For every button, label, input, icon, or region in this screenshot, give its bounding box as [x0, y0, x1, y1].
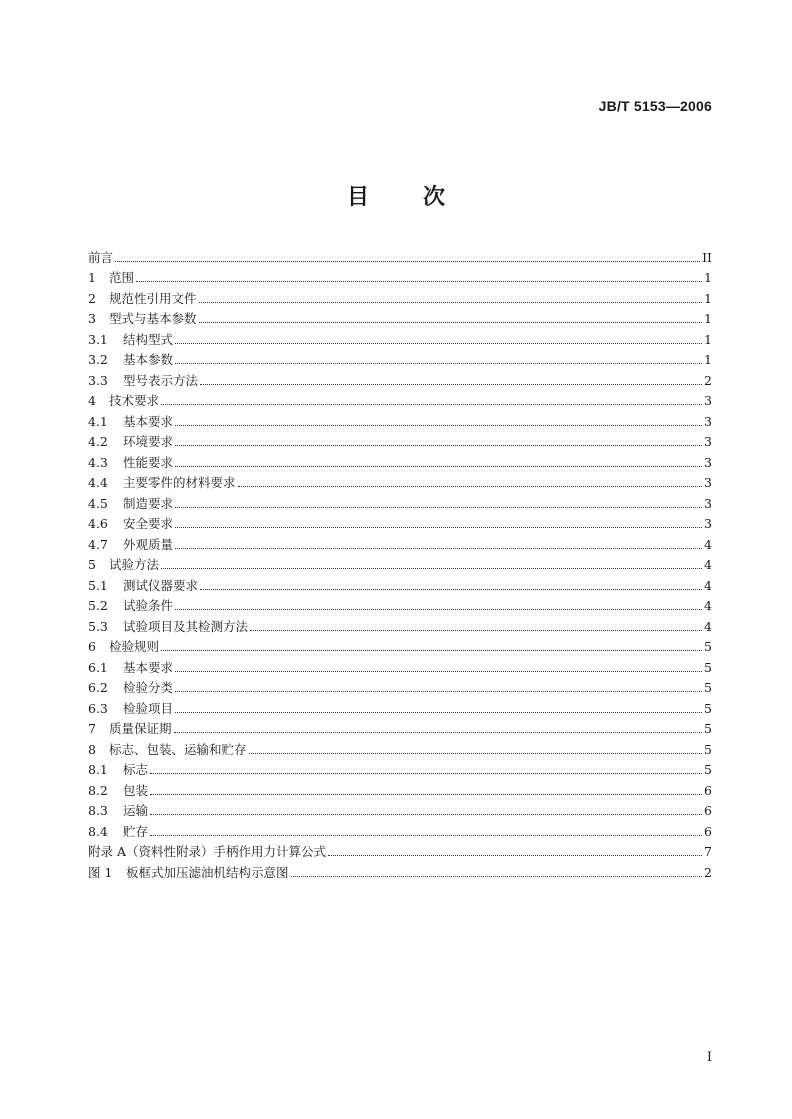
dot-leader	[161, 404, 702, 405]
toc-entry[interactable]	[88, 778, 712, 799]
toc-entry-page: 1	[704, 352, 712, 367]
toc-entry-page: 4	[704, 557, 712, 572]
toc-entry-label: 型号表示方法	[123, 372, 199, 388]
toc-entry-page: II	[702, 249, 712, 265]
dot-leader	[175, 445, 702, 446]
toc-entry[interactable]	[88, 532, 712, 553]
toc-entry-page: 4	[704, 536, 712, 552]
dot-leader	[328, 855, 702, 856]
toc-entry-number: 8.4	[88, 823, 108, 839]
toc-entry-label: 附录 A（资料性附录）手柄作用力计算公式	[88, 844, 327, 859]
toc-entry[interactable]	[88, 368, 712, 389]
toc-entry-label: 环境要求	[123, 434, 174, 449]
toc-entry-page: 5	[704, 741, 712, 757]
toc-entry-label: 质量保证期	[109, 721, 172, 736]
toc-entry[interactable]	[88, 245, 712, 266]
toc-entry-number: 3	[88, 311, 96, 326]
toc-entry-number: 3.2	[88, 352, 108, 367]
toc-entry[interactable]	[88, 860, 712, 881]
toc-entry-label: 贮存	[123, 823, 149, 839]
toc-entry-label: 主要零件的材料要求	[123, 475, 236, 490]
toc-entry-number: 4	[88, 393, 96, 408]
toc-entry-number: 8	[88, 741, 96, 757]
toc-entry-number: 6	[88, 639, 96, 654]
toc-entry-page: 5	[704, 659, 712, 675]
dot-leader	[175, 363, 702, 364]
toc-entry-label: 包装	[123, 782, 149, 798]
toc-entry-number: 2	[88, 290, 96, 306]
table-of-contents	[88, 245, 712, 881]
toc-entry-label: 试验方法	[109, 557, 160, 572]
toc-entry-label: 试验项目及其检测方法	[123, 618, 249, 634]
toc-entry-page: 5	[704, 639, 712, 654]
dot-leader	[175, 507, 702, 508]
toc-entry-number: 6.1	[88, 659, 108, 675]
toc-entry-number: 3.1	[88, 331, 108, 347]
toc-entry[interactable]	[88, 450, 712, 471]
dot-leader	[175, 548, 702, 549]
toc-entry[interactable]	[88, 389, 712, 410]
dot-leader	[175, 425, 702, 426]
toc-entry-page: 6	[704, 823, 712, 839]
toc-entry-number: 4.4	[88, 475, 108, 490]
toc-entry[interactable]	[88, 758, 712, 779]
dot-leader	[136, 281, 702, 282]
toc-entry-number: 4.7	[88, 536, 108, 552]
toc-entry[interactable]	[88, 573, 712, 594]
dot-leader	[161, 650, 702, 651]
toc-entry-label: 外观质量	[123, 536, 174, 552]
dot-leader	[199, 322, 702, 323]
toc-entry-label: 标志、包装、运输和贮存	[109, 741, 247, 757]
toc-entry[interactable]	[88, 840, 712, 861]
toc-entry-label: 检验规则	[109, 639, 160, 654]
toc-entry-number: 7	[88, 721, 96, 736]
toc-entry-page: 4	[704, 618, 712, 634]
toc-entry[interactable]	[88, 286, 712, 307]
dot-leader	[175, 527, 702, 528]
toc-entry-page: 4	[704, 598, 712, 613]
dot-leader	[161, 568, 702, 569]
toc-entry-page: 5	[704, 721, 712, 736]
toc-entry-number: 8.2	[88, 782, 108, 798]
toc-entry[interactable]	[88, 614, 712, 635]
dot-leader	[200, 589, 702, 590]
toc-entry-page: 7	[704, 844, 712, 859]
toc-entry-label: 性能要求	[123, 454, 174, 470]
dot-leader	[249, 753, 702, 754]
toc-entry[interactable]	[88, 717, 712, 738]
toc-entry-number: 6.3	[88, 700, 108, 716]
dot-leader	[150, 835, 702, 836]
toc-entry-label: 试验条件	[123, 598, 174, 613]
toc-entry-label: 型式与基本参数	[109, 311, 197, 326]
toc-entry-page: 3	[704, 454, 712, 470]
toc-entry-label: 范围	[109, 270, 135, 285]
toc-entry[interactable]	[88, 594, 712, 615]
dot-leader	[175, 466, 702, 467]
dot-leader	[199, 302, 702, 303]
dot-leader	[291, 876, 702, 877]
toc-entry[interactable]	[88, 307, 712, 328]
standard-code: JB/T 5153—2006	[598, 98, 712, 114]
toc-entry-label: 标志	[123, 762, 149, 777]
toc-entry[interactable]	[88, 819, 712, 840]
dot-leader	[115, 261, 700, 262]
dot-leader	[150, 794, 702, 795]
toc-entry-page: 3	[704, 434, 712, 449]
dot-leader	[238, 486, 702, 487]
toc-entry-label: 前言	[88, 249, 114, 265]
toc-entry-label: 制造要求	[123, 495, 174, 511]
dot-leader	[175, 343, 702, 344]
toc-entry-page: 6	[704, 803, 712, 818]
toc-entry-page: 2	[704, 372, 712, 388]
toc-entry-page: 5	[704, 700, 712, 716]
toc-entry-page: 3	[704, 475, 712, 490]
page-title	[0, 180, 792, 211]
toc-entry-page: 2	[704, 864, 712, 880]
toc-entry-page: 3	[704, 516, 712, 531]
toc-entry-page: 1	[704, 311, 712, 326]
dot-leader	[175, 691, 702, 692]
toc-entry[interactable]	[88, 553, 712, 574]
toc-entry-label: 测试仪器要求	[123, 577, 199, 593]
toc-entry-label: 检验项目	[123, 700, 174, 716]
toc-entry[interactable]	[88, 635, 712, 656]
toc-entry[interactable]	[88, 409, 712, 430]
dot-leader	[250, 630, 702, 631]
toc-entry-label: 规范性引用文件	[109, 290, 197, 306]
toc-entry-page: 3	[704, 413, 712, 429]
dot-leader	[175, 609, 702, 610]
dot-leader	[200, 384, 702, 385]
toc-entry[interactable]	[88, 655, 712, 676]
toc-entry[interactable]	[88, 266, 712, 287]
toc-entry-number: 8.1	[88, 762, 108, 777]
toc-entry-label: 基本要求	[123, 413, 174, 429]
toc-entry-page: 5	[704, 680, 712, 695]
toc-entry-page: 1	[704, 331, 712, 347]
toc-entry-number: 4.5	[88, 495, 108, 511]
toc-entry-label: 板框式加压滤油机结构示意图	[126, 864, 289, 880]
toc-entry[interactable]	[88, 799, 712, 820]
toc-entry-label: 基本参数	[123, 352, 174, 367]
toc-entry-number: 8.3	[88, 803, 108, 818]
dot-leader	[174, 732, 702, 733]
dot-leader	[175, 712, 702, 713]
page-number: I	[706, 1050, 712, 1065]
toc-entry-page: 1	[704, 290, 712, 306]
toc-entry[interactable]	[88, 676, 712, 697]
toc-entry-label: 运输	[123, 803, 149, 818]
toc-entry[interactable]	[88, 737, 712, 758]
toc-entry-label: 安全要求	[123, 516, 174, 531]
toc-entry[interactable]	[88, 491, 712, 512]
toc-entry-number: 4.2	[88, 434, 108, 449]
toc-entry[interactable]	[88, 696, 712, 717]
toc-entry[interactable]	[88, 512, 712, 533]
toc-entry-label: 结构型式	[123, 331, 174, 347]
toc-entry-number: 5.3	[88, 618, 108, 634]
toc-entry-number: 5.2	[88, 598, 108, 613]
toc-entry-number: 4.6	[88, 516, 108, 531]
toc-entry[interactable]	[88, 471, 712, 492]
dot-leader	[150, 773, 702, 774]
toc-entry-number: 6.2	[88, 680, 108, 695]
toc-entry[interactable]	[88, 348, 712, 369]
toc-entry[interactable]	[88, 430, 712, 451]
toc-entry-page: 1	[704, 270, 712, 285]
toc-entry-number: 5	[88, 557, 96, 572]
toc-entry-number: 4.3	[88, 454, 108, 470]
dot-leader	[150, 814, 702, 815]
toc-entry-number: 1	[88, 270, 96, 285]
toc-entry-label: 技术要求	[109, 393, 160, 408]
toc-entry-number: 5.1	[88, 577, 108, 593]
toc-entry-page: 3	[704, 495, 712, 511]
toc-entry-page: 6	[704, 782, 712, 798]
toc-entry-number: 4.1	[88, 413, 108, 429]
toc-entry-page: 4	[704, 577, 712, 593]
toc-entry-page: 3	[704, 393, 712, 408]
title-char-1: 目	[346, 185, 369, 210]
toc-entry-number: 图 1	[88, 864, 113, 880]
toc-entry-number: 3.3	[88, 372, 108, 388]
toc-entry[interactable]	[88, 327, 712, 348]
toc-entry-page: 5	[704, 762, 712, 777]
toc-entry-label: 检验分类	[123, 680, 174, 695]
title-char-2: 次	[423, 185, 446, 210]
toc-entry-label: 基本要求	[123, 659, 174, 675]
dot-leader	[175, 671, 702, 672]
